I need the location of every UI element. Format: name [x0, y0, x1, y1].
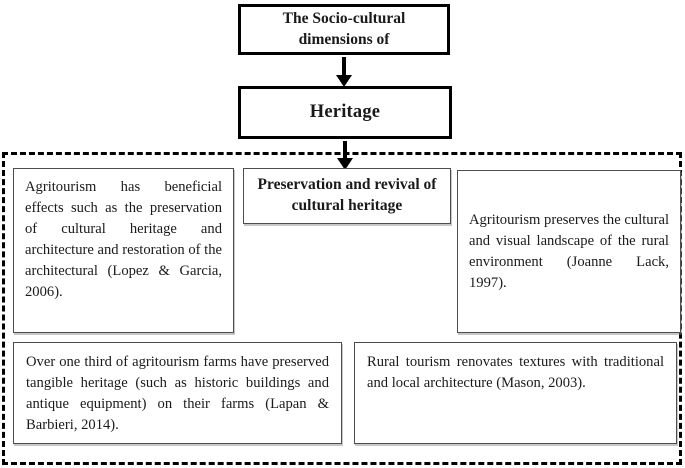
mason-citation-box	[354, 342, 677, 444]
lapan-barbieri-citation-box	[13, 342, 342, 444]
heritage-label: Heritage	[309, 102, 381, 122]
heritage-box	[238, 86, 452, 139]
preservation-revival-label: Preservation and revival of cultural heritage	[257, 176, 437, 214]
preservation-revival-box	[243, 168, 451, 224]
lopez-garcia-citation-box	[13, 168, 234, 333]
socio-cultural-dimensions-label: The Socio-cultural dimensions of	[282, 9, 406, 48]
mason-citation-text: Rural tourism renovates textures with traditional and local architecture (Mason, 2003).	[367, 354, 664, 391]
joanne-lack-citation-text: Agritourism preserves the cultural and visual landscape of the rural environment (Joanne Lack, 1997).	[469, 211, 669, 291]
arrow-top-to-heritage-line	[342, 57, 346, 77]
socio-cultural-dimensions-box	[238, 4, 450, 55]
lopez-garcia-citation-text: Agritourism has beneficial effects such as the preservation of cultural heritage and architecture and restoration of the architectural (Lopez & Garcia, 2006).	[25, 179, 222, 300]
lapan-barbieri-citation-text: Over one third of agritourism farms have preserved tangible heritage (such as historic buildings and antique equipment) on their farms (Lapan & Barbieri, 2014).	[26, 354, 329, 433]
joanne-lack-citation-box	[457, 170, 681, 333]
